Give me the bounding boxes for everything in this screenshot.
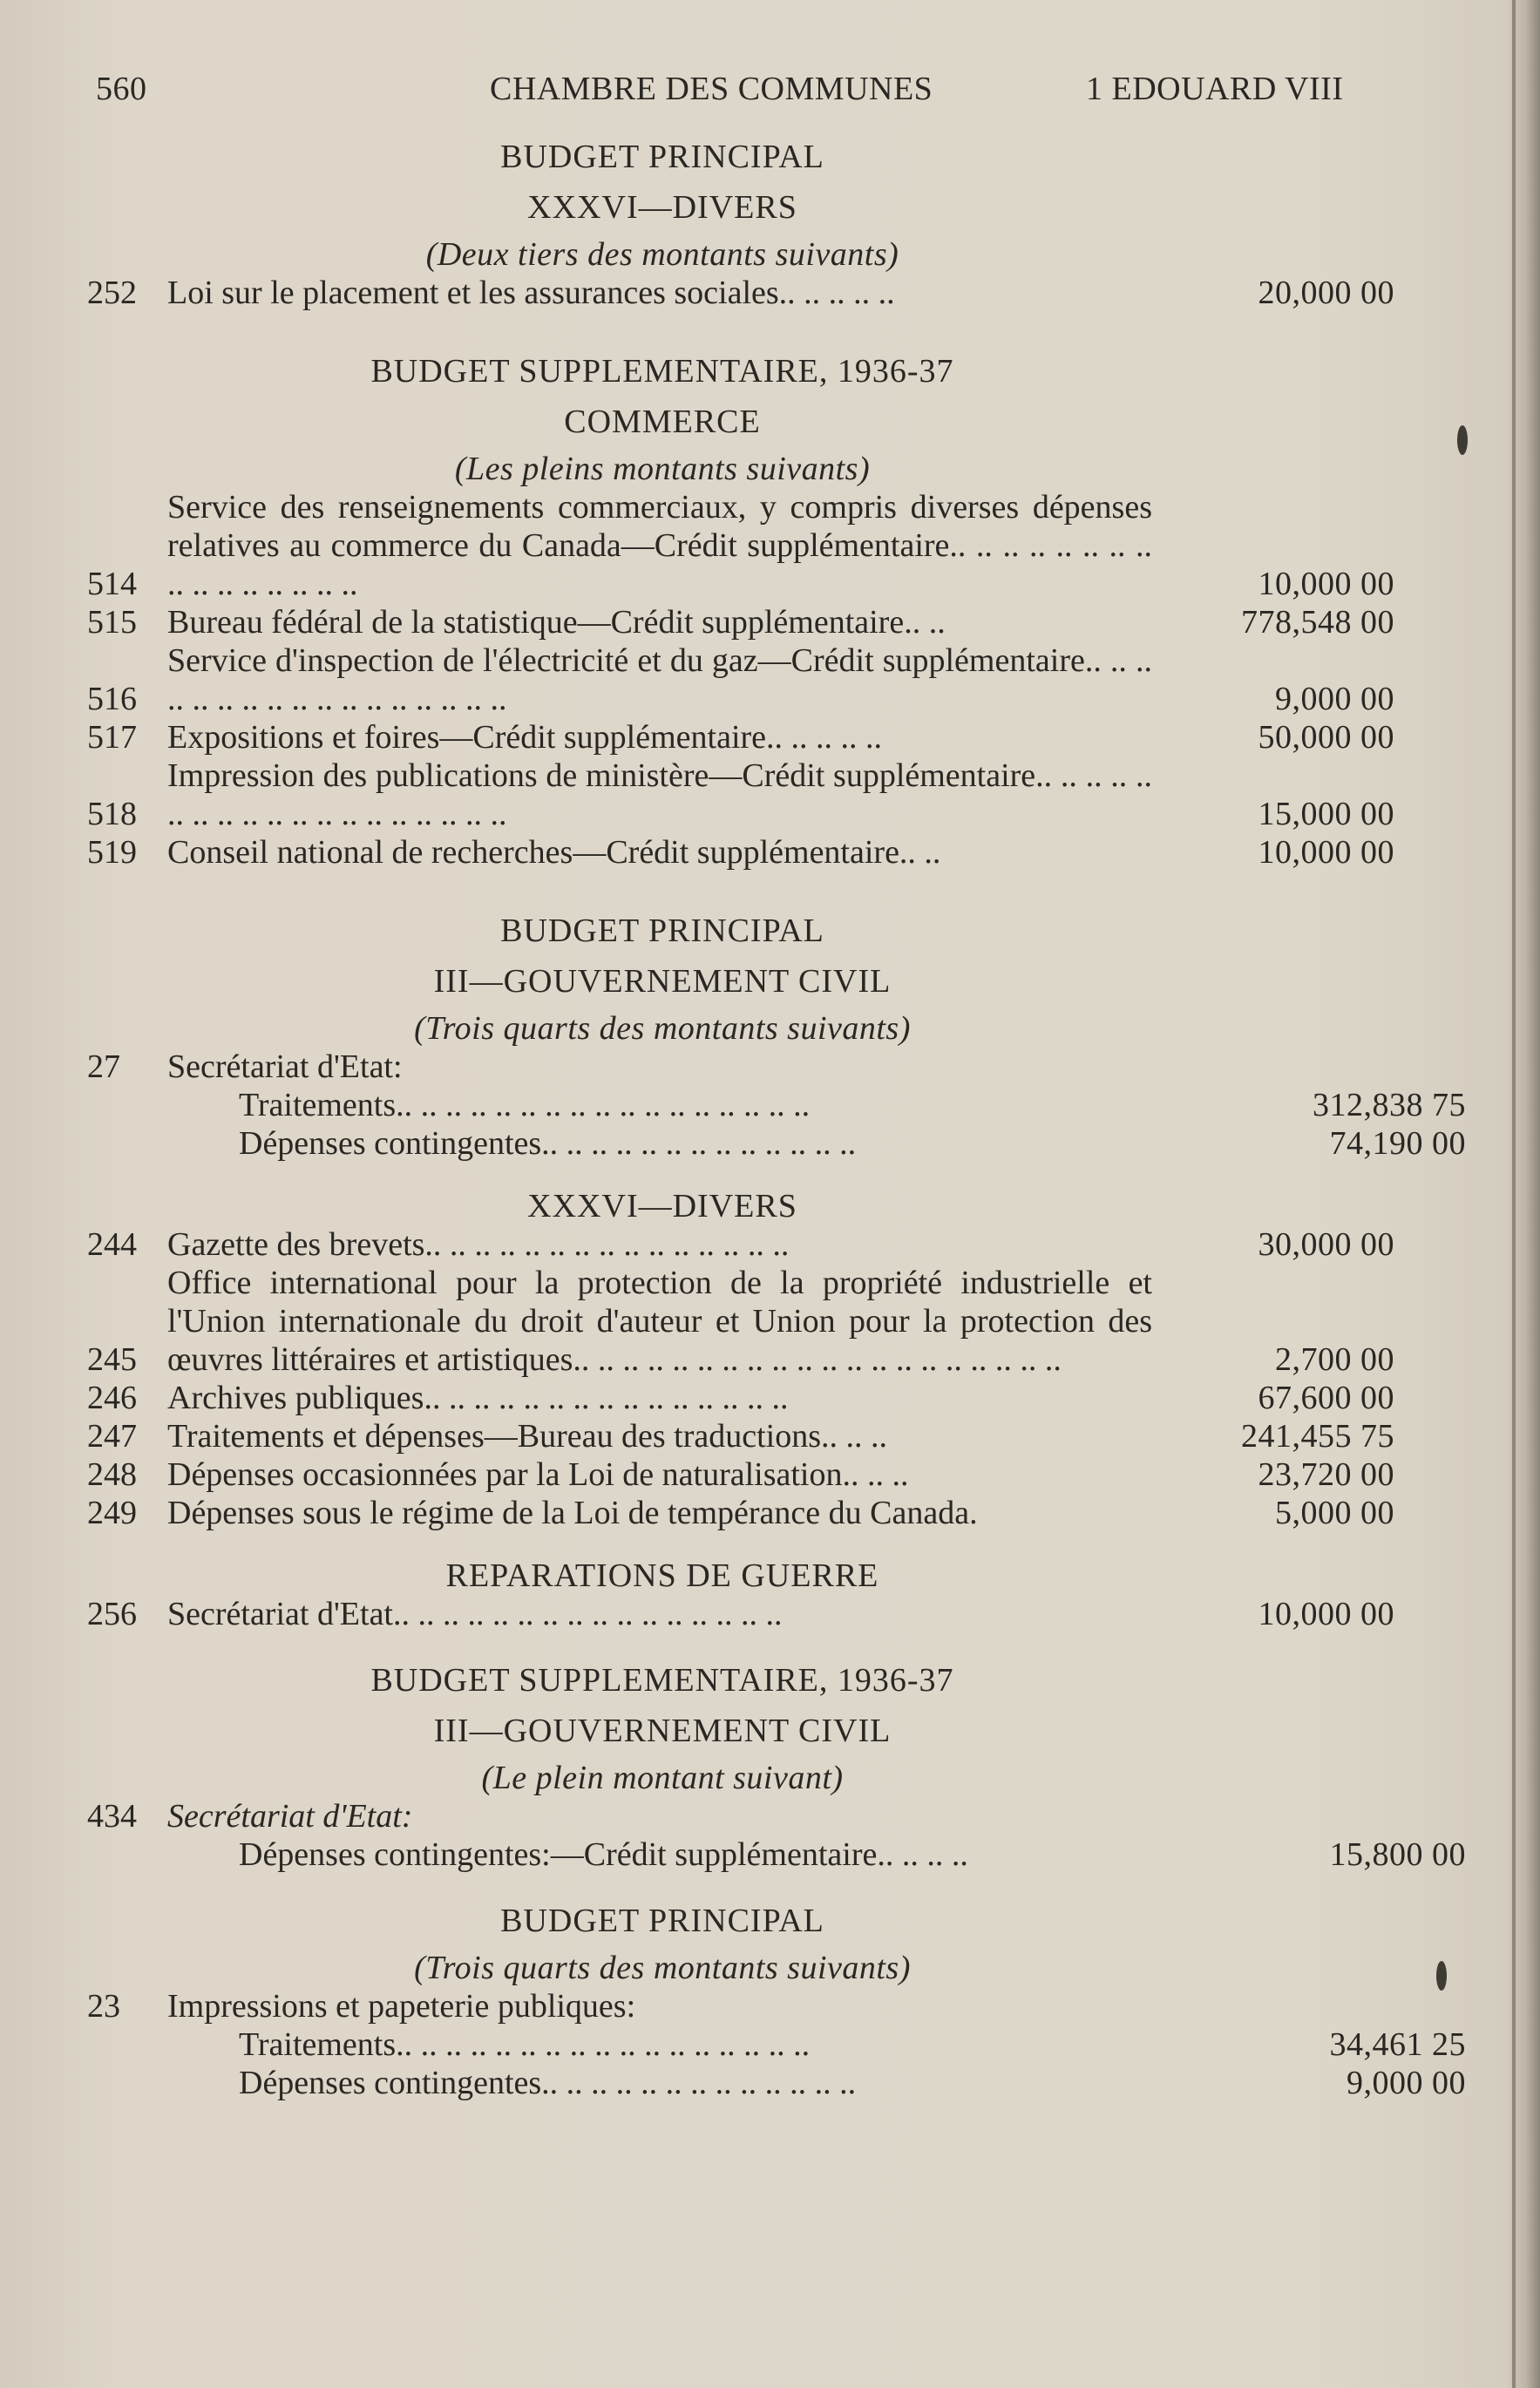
item-amount: 74,190 00	[1329, 1125, 1466, 1162]
budget-item	[87, 1455, 1412, 1494]
section-subheading: III—GOUVERNEMENT CIVIL	[433, 1713, 892, 1749]
item-description: Conseil national de recherches—Crédit supplémentaire.. ..	[167, 834, 941, 871]
budget-item	[87, 2064, 1466, 2102]
item-amount: 312,838 75	[1313, 1087, 1466, 1123]
item-amount: 30,000 00	[1258, 1226, 1394, 1263]
budget-item	[87, 1987, 1412, 2025]
budget-item	[87, 1264, 1412, 1379]
item-number: 517	[87, 719, 137, 756]
section-qualifier: (Deux tiers des montants suivants)	[425, 236, 899, 273]
item-description: Service d'inspection de l'électricité et du gaz—Crédit supplémentaire.. .. .. .. .. .. .. .. .. .. .. .. .. .. .. .. ..	[167, 642, 1152, 717]
budget-item	[87, 1124, 1466, 1163]
item-description: Traitements.. .. .. .. .. .. .. .. .. .. .. .. .. .. .. .. ..	[239, 1087, 811, 1123]
item-amount: 10,000 00	[1258, 566, 1394, 602]
budget-item	[87, 1797, 1412, 1835]
item-amount: 9,000 00	[1275, 681, 1394, 717]
item-amount: 9,000 00	[1347, 2065, 1466, 2101]
budget-item	[87, 603, 1412, 641]
budget-item	[87, 1417, 1412, 1455]
item-amount: 67,600 00	[1258, 1380, 1394, 1416]
section-qualifier: (Trois quarts des montants suivants)	[414, 1950, 911, 1986]
item-description: Service des renseignements commerciaux, y compris diverses dépenses relatives au commerce du Canada—Crédit supplémentaire.. .. .. .. .. .. .. .. .. .. .. .. .. .. .. ..	[167, 489, 1152, 602]
item-number: 256	[87, 1596, 137, 1632]
item-description: Dépenses sous le régime de la Loi de tempérance du Canada.	[167, 1495, 978, 1531]
budget-item	[87, 1086, 1466, 1124]
section-qualifier: (Les pleins montants suivants)	[454, 451, 871, 487]
item-number: 247	[87, 1418, 137, 1455]
item-amount: 10,000 00	[1258, 834, 1394, 871]
item-number: 244	[87, 1226, 137, 1263]
budget-item	[87, 488, 1412, 603]
item-amount: 5,000 00	[1275, 1495, 1394, 1531]
binding-line	[1512, 0, 1516, 2388]
section-subheading: COMMERCE	[564, 404, 761, 440]
item-amount: 50,000 00	[1258, 719, 1394, 756]
item-number: 514	[87, 566, 137, 602]
budget-item	[87, 641, 1412, 718]
budget-item	[87, 1595, 1412, 1633]
item-description: Dépenses contingentes.. .. .. .. .. .. .. .. .. .. .. .. ..	[239, 1125, 857, 1162]
item-description: Secrétariat d'Etat:	[167, 1048, 403, 1085]
section-subheading: XXXVI—DIVERS	[527, 1188, 797, 1225]
section-heading: BUDGET SUPPLEMENTAIRE, 1936-37	[370, 353, 954, 390]
item-description: Impression des publications de ministère—Crédit supplémentaire.. .. .. .. .. .. .. .. .. .. .. .. .. .. .. .. .. .. ..	[167, 757, 1152, 832]
section-subheading: REPARATIONS DE GUERRE	[445, 1557, 879, 1594]
item-number: 434	[87, 1798, 137, 1835]
section-heading: BUDGET SUPPLEMENTAIRE, 1936-37	[370, 1662, 954, 1699]
budget-item	[87, 1225, 1412, 1264]
margin-mark	[1436, 1961, 1447, 1991]
budget-item	[87, 1835, 1466, 1874]
item-description: Dépenses contingentes:—Crédit supplémentaire.. .. .. ..	[239, 1836, 968, 1873]
item-amount: 34,461 25	[1329, 2026, 1466, 2063]
item-amount: 15,800 00	[1329, 1836, 1466, 1873]
item-description: Impressions et papeterie publiques:	[167, 1988, 636, 2025]
item-amount: 241,455 75	[1241, 1418, 1394, 1455]
budget-item	[87, 2025, 1466, 2064]
budget-item	[87, 756, 1412, 833]
section-heading: BUDGET PRINCIPAL	[500, 139, 824, 175]
budget-item	[87, 1379, 1412, 1417]
item-description: Traitements.. .. .. .. .. .. .. .. .. .. .. .. .. .. .. .. ..	[239, 2026, 811, 2063]
item-number: 515	[87, 604, 137, 641]
item-description: Dépenses contingentes.. .. .. .. .. .. .. .. .. .. .. .. ..	[239, 2065, 857, 2101]
item-description: Bureau fédéral de la statistique—Crédit supplémentaire.. ..	[167, 604, 946, 641]
budget-item	[87, 274, 1412, 312]
item-description: Secrétariat d'Etat.. .. .. .. .. .. .. .. .. .. .. .. .. .. .. ..	[167, 1596, 783, 1632]
item-amount: 15,000 00	[1258, 796, 1394, 832]
item-number: 252	[87, 275, 137, 311]
item-number: 246	[87, 1380, 137, 1416]
item-amount: 23,720 00	[1258, 1456, 1394, 1493]
budget-item	[87, 1494, 1412, 1532]
item-number: 249	[87, 1495, 137, 1531]
section-heading: BUDGET PRINCIPAL	[500, 1903, 824, 1939]
item-description: Archives publiques.. .. .. .. .. .. .. .. .. .. .. .. .. .. ..	[167, 1380, 789, 1416]
budget-item	[87, 1048, 1412, 1086]
item-description: Office international pour la protection de la propriété industrielle et l'Union internationale du droit d'auteur et Union pour la protection des œuvres littéraires et artistiques.. .. .. .. .. .. .. .. .. .. .. .. .. .. .. .. .. .. .. ..	[167, 1265, 1152, 1378]
budget-item	[87, 718, 1412, 756]
item-description: Traitements et dépenses—Bureau des traductions.. .. ..	[167, 1418, 887, 1455]
page-content	[87, 52, 1466, 2102]
item-description: Gazette des brevets.. .. .. .. .. .. .. .. .. .. .. .. .. .. ..	[167, 1226, 790, 1263]
item-number: 518	[87, 796, 137, 832]
section-qualifier: (Trois quarts des montants suivants)	[414, 1010, 911, 1047]
item-number: 245	[87, 1341, 137, 1378]
item-amount: 10,000 00	[1258, 1596, 1394, 1632]
margin-mark	[1457, 425, 1468, 455]
regnal-year: 1 EDOUARD VIII	[1086, 71, 1344, 107]
item-description: Expositions et foires—Crédit supplémentaire.. .. .. .. ..	[167, 719, 883, 756]
chamber-title: CHAMBRE DES COMMUNES	[490, 71, 933, 107]
item-number: 27	[87, 1048, 120, 1085]
item-number: 248	[87, 1456, 137, 1493]
item-description: Dépenses occasionnées par la Loi de naturalisation.. .. ..	[167, 1456, 909, 1493]
item-number: 519	[87, 834, 137, 871]
item-description: Loi sur le placement et les assurances sociales.. .. .. .. ..	[167, 275, 895, 311]
section-subheading: III—GOUVERNEMENT CIVIL	[433, 963, 892, 1000]
section-subheading: XXXVI—DIVERS	[527, 189, 797, 226]
item-amount: 778,548 00	[1241, 604, 1394, 641]
item-number: 23	[87, 1988, 120, 2025]
item-amount: 20,000 00	[1258, 275, 1394, 311]
running-head	[87, 52, 1412, 122]
budget-item	[87, 833, 1412, 872]
item-description: Secrétariat d'Etat:	[167, 1798, 413, 1835]
item-number: 516	[87, 681, 137, 717]
section-heading: BUDGET PRINCIPAL	[500, 912, 824, 949]
page-number: 560	[96, 71, 147, 107]
item-amount: 2,700 00	[1275, 1341, 1394, 1378]
section-qualifier: (Le plein montant suivant)	[481, 1760, 844, 1796]
